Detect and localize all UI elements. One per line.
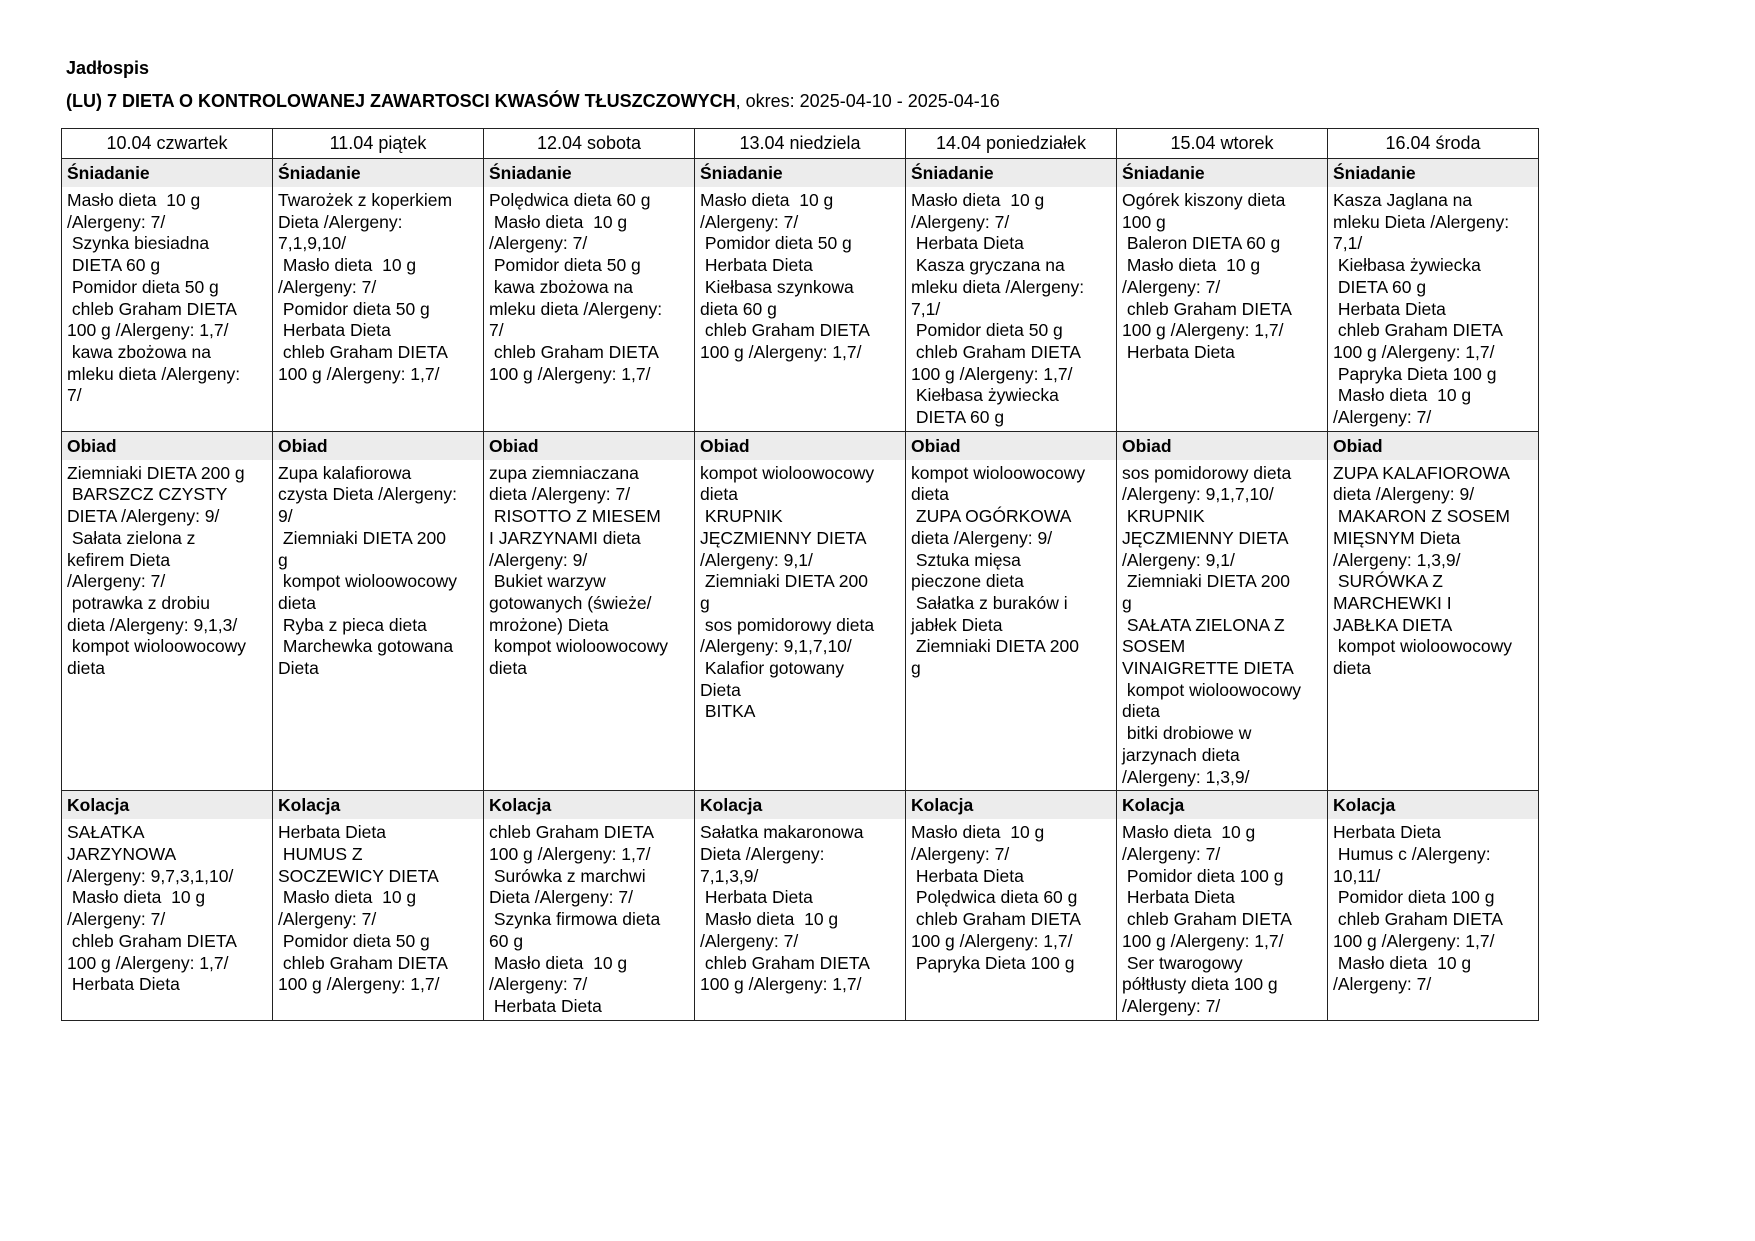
lunch-cell — [1117, 431, 1328, 791]
day-header-row — [62, 129, 1539, 159]
lunch-cell — [484, 431, 695, 791]
day-header: 16.04 środa — [1328, 129, 1539, 159]
breakfast-row — [62, 159, 1539, 432]
meal-label: Kolacja — [695, 791, 905, 819]
dinner-row — [62, 791, 1539, 1020]
meal-items: Ogórek kiszony dieta 100 g Baleron DIETA 60 g Masło dieta 10 g /Alergeny: 7/ chleb Graham DIETA 100 g /Alergeny: 1,7/ Herbata Dieta — [1122, 190, 1292, 362]
meal-items: Kasza Jaglana na mleku Dieta /Alergeny: 7,1/ Kiełbasa żywiecka DIETA 60 g Herbata Dieta chleb Graham DIETA 100 g /Alergeny: 1,7/ Papryka Dieta 100 g Masło dieta 10 g /Alergeny: 7/ — [1333, 190, 1510, 428]
meal-label: Kolacja — [62, 791, 272, 819]
meal-label: Śniadanie — [906, 159, 1116, 187]
day-header: 10.04 czwartek — [62, 129, 273, 159]
dinner-cell — [1117, 791, 1328, 1020]
breakfast-cell — [1117, 159, 1328, 432]
page-title: Jadłospis — [66, 58, 150, 78]
meal-items: Herbata Dieta HUMUS Z SOCZEWICY DIETA Masło dieta 10 g /Alergeny: 7/ Pomidor dieta 50 g chleb Graham DIETA 100 g /Alergeny: 1,7/ — [278, 822, 448, 995]
lunch-cell — [62, 431, 273, 791]
meal-label: Kolacja — [1117, 791, 1327, 819]
lunch-cell — [1328, 431, 1539, 791]
meal-items: Masło dieta 10 g /Alergeny: 7/ Herbata Dieta Polędwica dieta 60 g chleb Graham DIETA 100 g /Alergeny: 1,7/ Papryka Dieta 100 g — [911, 822, 1081, 973]
meal-label: Kolacja — [1328, 791, 1538, 819]
meal-label: Śniadanie — [62, 159, 272, 187]
meal-label: Śniadanie — [1117, 159, 1327, 187]
dinner-cell — [62, 791, 273, 1020]
meal-label: Obiad — [906, 432, 1116, 460]
meal-label: Kolacja — [906, 791, 1116, 819]
meal-items: kompot wioloowocowy dieta ZUPA OGÓRKOWA dieta /Alergeny: 9/ Sztuka mięsa pieczone dieta Sałatka z buraków i jabłek Dieta Ziemniaki DIETA 200 g — [911, 462, 1086, 679]
meal-label: Śniadanie — [695, 159, 905, 187]
menu-subtitle — [66, 89, 1000, 113]
meal-items: Ziemniaki DIETA 200 g BARSZCZ CZYSTY DIETA /Alergeny: 9/ Sałata zielona z kefirem Dieta /Alergeny: 7/ potrawka z drobiu dieta /Alergeny: 9,1,3/ kompot wioloowocowy dieta — [67, 462, 246, 679]
lunch-cell — [906, 431, 1117, 791]
day-header: 15.04 wtorek — [1117, 129, 1328, 159]
weekly-menu-table — [61, 128, 1539, 1021]
day-header: 13.04 niedziela — [695, 129, 906, 159]
dinner-cell — [1328, 791, 1539, 1020]
meal-label: Śniadanie — [484, 159, 694, 187]
meal-items: zupa ziemniaczana dieta /Alergeny: 7/ RISOTTO Z MIESEM I JARZYNAMI dieta /Alergeny: 9/ Bukiet warzyw gotowanych (świeże/ mrożone) Dieta kompot wioloowocowy dieta — [489, 462, 668, 679]
lunch-row — [62, 431, 1539, 791]
day-header: 11.04 piątek — [273, 129, 484, 159]
breakfast-cell — [906, 159, 1117, 432]
meal-label: Obiad — [1328, 432, 1538, 460]
day-header: 14.04 poniedziałek — [906, 129, 1117, 159]
meal-items: Masło dieta 10 g /Alergeny: 7/ Pomidor dieta 50 g Herbata Dieta Kiełbasa szynkowa dieta 60 g chleb Graham DIETA 100 g /Alergeny: 1,7/ — [700, 190, 870, 362]
meal-items: sos pomidorowy dieta /Alergeny: 9,1,7,10/ KRUPNIK JĘCZMIENNY DIETA /Alergeny: 9,1/ Ziemniaki DIETA 200 g SAŁATA ZIELONA Z SOSEM VINAIGRETTE DIETA kompot wioloowocowy dieta bitki drobiowe w jarzynach dieta /Alergeny: 1,3,9/ — [1122, 462, 1301, 787]
period-text: , okres: 2025-04-10 - 2025-04-16 — [735, 91, 1000, 111]
lunch-cell — [273, 431, 484, 791]
diet-name: (LU) 7 DIETA O KONTROLOWANEJ ZAWARTOSCI KWASÓW TŁUSZCZOWYCH — [66, 91, 736, 111]
breakfast-cell — [273, 159, 484, 432]
lunch-cell — [695, 431, 906, 791]
dinner-cell — [906, 791, 1117, 1020]
meal-items: Zupa kalafiorowa czysta Dieta /Alergeny: 9/ Ziemniaki DIETA 200 g kompot wioloowocowy dieta Ryba z pieca dieta Marchewka gotowana Dieta — [278, 462, 457, 679]
meal-items: Masło dieta 10 g /Alergeny: 7/ Pomidor dieta 100 g Herbata Dieta chleb Graham DIETA 100 g /Alergeny: 1,7/ Ser twarogowy półtłusty dieta 100 g /Alergeny: 7/ — [1122, 822, 1292, 1016]
meal-label: Kolacja — [273, 791, 483, 819]
breakfast-cell — [484, 159, 695, 432]
meal-items: kompot wioloowocowy dieta KRUPNIK JĘCZMIENNY DIETA /Alergeny: 9,1/ Ziemniaki DIETA 200 g sos pomidorowy dieta /Alergeny: 9,1,7,10/ Kalafior gotowany Dieta BITKA — [700, 462, 875, 722]
day-header: 12.04 sobota — [484, 129, 695, 159]
meal-label: Kolacja — [484, 791, 694, 819]
meal-label: Obiad — [273, 432, 483, 460]
meal-label: Obiad — [1117, 432, 1327, 460]
breakfast-cell — [1328, 159, 1539, 432]
meal-label: Obiad — [62, 432, 272, 460]
dinner-cell — [484, 791, 695, 1020]
breakfast-cell — [62, 159, 273, 432]
meal-items: SAŁATKA JARZYNOWA /Alergeny: 9,7,3,1,10/ Masło dieta 10 g /Alergeny: 7/ chleb Graham DIETA 100 g /Alergeny: 1,7/ Herbata Dieta — [67, 822, 237, 995]
dinner-cell — [273, 791, 484, 1020]
meal-items: Polędwica dieta 60 g Masło dieta 10 g /Alergeny: 7/ Pomidor dieta 50 g kawa zbożowa na mleku dieta /Alergeny: 7/ chleb Graham DIETA 100 g /Alergeny: 1,7/ — [489, 190, 663, 384]
meal-items: Herbata Dieta Humus c /Alergeny: 10,11/ Pomidor dieta 100 g chleb Graham DIETA 100 g /Alergeny: 1,7/ Masło dieta 10 g /Alergeny: 7/ — [1333, 822, 1503, 995]
meal-items: Twarożek z koperkiem Dieta /Alergeny: 7,1,9,10/ Masło dieta 10 g /Alergeny: 7/ Pomidor dieta 50 g Herbata Dieta chleb Graham DIETA 100 g /Alergeny: 1,7/ — [278, 190, 453, 384]
meal-label: Obiad — [484, 432, 694, 460]
meal-items: ZUPA KALAFIOROWA dieta /Alergeny: 9/ MAKARON Z SOSEM MIĘSNYM Dieta /Alergeny: 1,3,9/ SURÓWKA Z MARCHEWKI I JABŁKA DIETA kompot wioloowocowy dieta — [1333, 462, 1512, 679]
breakfast-cell — [695, 159, 906, 432]
meal-items: chleb Graham DIETA 100 g /Alergeny: 1,7/ Surówka z marchwi Dieta /Alergeny: 7/ Szynka firmowa dieta 60 g Masło dieta 10 g /Alergeny: 7/ Herbata Dieta — [489, 822, 661, 1016]
meal-label: Obiad — [695, 432, 905, 460]
meal-label: Śniadanie — [1328, 159, 1538, 187]
dinner-cell — [695, 791, 906, 1020]
meal-label: Śniadanie — [273, 159, 483, 187]
meal-items: Sałatka makaronowa Dieta /Alergeny: 7,1,3,9/ Herbata Dieta Masło dieta 10 g /Alergeny: 7/ chleb Graham DIETA 100 g /Alergeny: 1,7/ — [700, 822, 870, 995]
meal-items: Masło dieta 10 g /Alergeny: 7/ Szynka biesiadna DIETA 60 g Pomidor dieta 50 g chleb Graham DIETA 100 g /Alergeny: 1,7/ kawa zbożowa na mleku dieta /Alergeny: 7/ — [67, 190, 241, 406]
meal-items: Masło dieta 10 g /Alergeny: 7/ Herbata Dieta Kasza gryczana na mleku dieta /Alergeny: 7,1/ Pomidor dieta 50 g chleb Graham DIETA 100 g /Alergeny: 1,7/ Kiełbasa żywiecka DIETA 60 g — [911, 190, 1085, 428]
